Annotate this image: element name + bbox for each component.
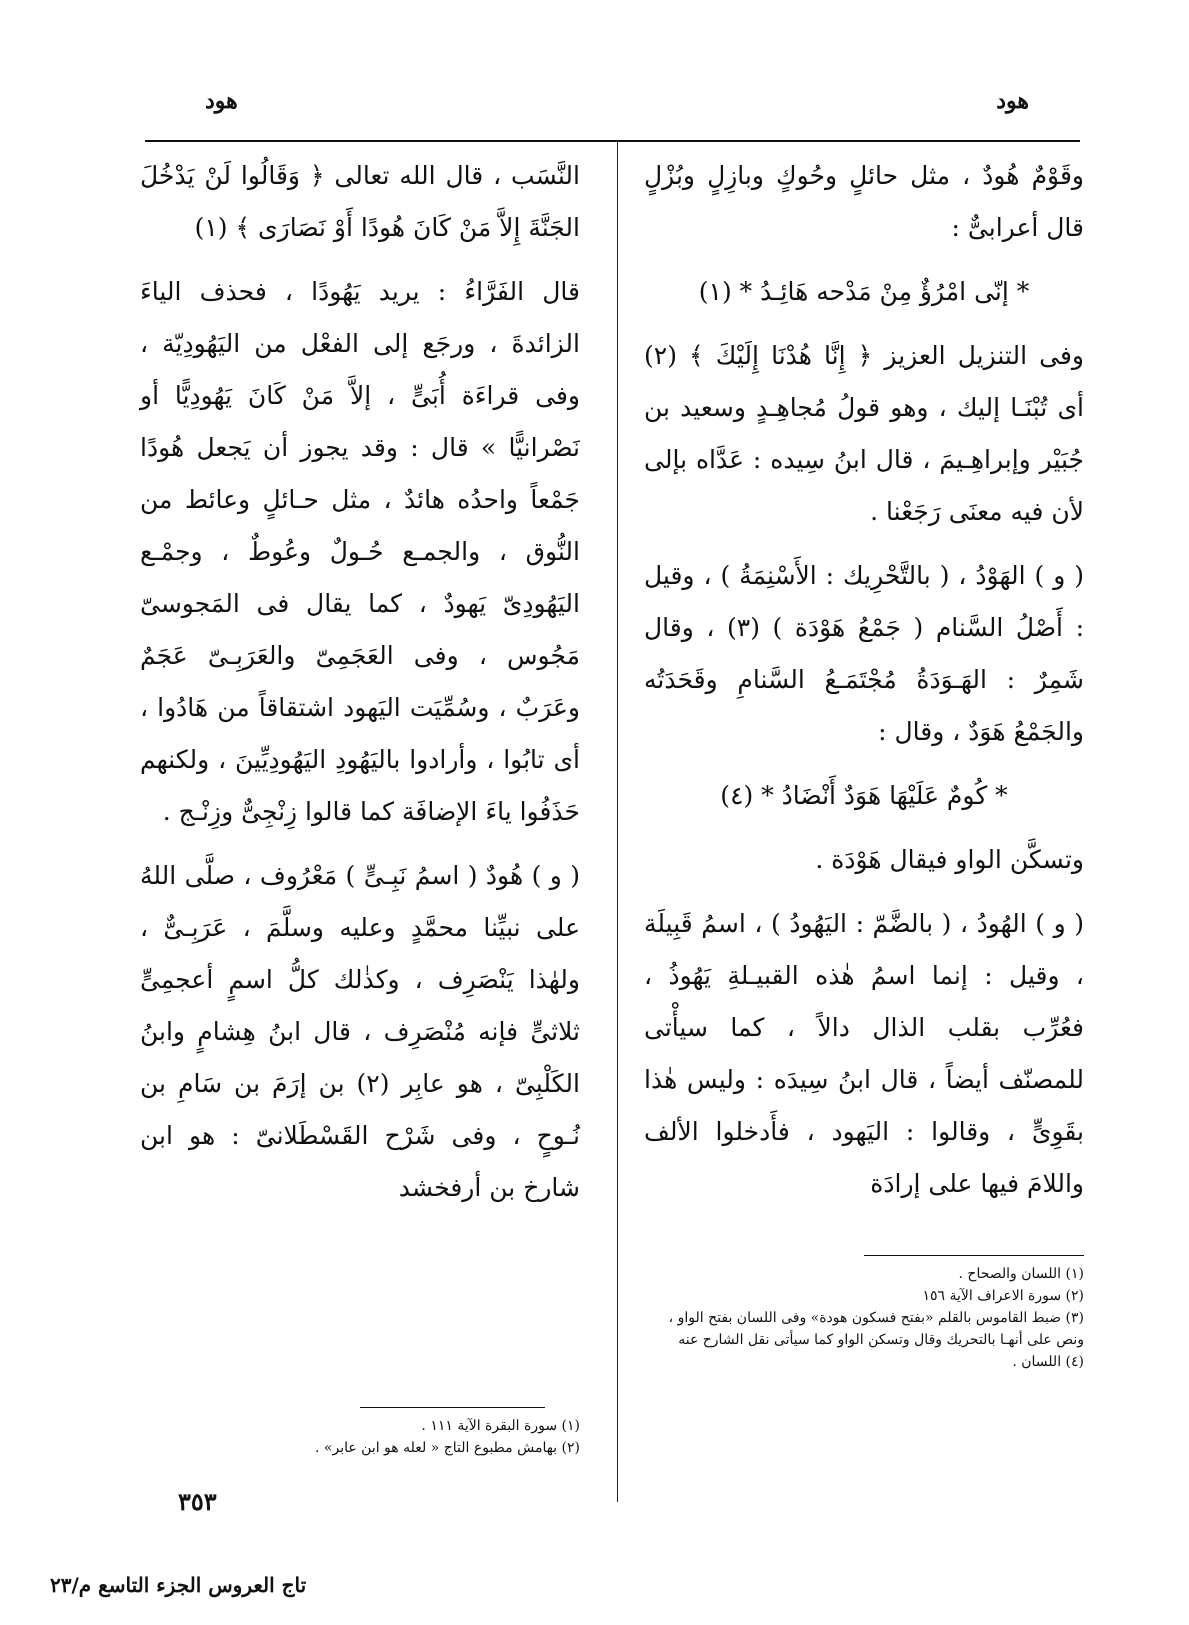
header-rule [145, 140, 1080, 142]
paragraph: وفى التنزيل العزيز ﴿ إِنَّا هُدْنَا إِلَيْكَ ﴾ (٢) أى تُبْنَـا إليك ، وهو قولُ مُجاهِـدٍ وسعيد بن جُبَيْر وإبراهِـيمَ ، قال ابنُ سِيده : عَدَّاه بإلى لأن فيه معنَى رَجَعْنا . [644, 341, 1084, 526]
paragraph: ( و ) الهَوْدُ ، ( بالتَّحْرِيك : الأَسْنِمَةُ ) ، وقيل : أَصْلُ السَّنام ( جَمْعُ هَوْدَة ) (٣) ، وقال شَمِرٌ : الهَـوَدَةُ مُجْتَمَـعُ السَّنامِ وقَحَدَتُه والجَمْعُ هَوَدٌ ، وقال : [644, 561, 1084, 746]
book-signature-footer: تاج العروس الجزء التاسع م/٢٣ [50, 1573, 307, 1597]
footnote: (١) سورة البقرة الآية ١١١ . [421, 1418, 580, 1434]
page-number: ٣٥٣ [178, 1487, 217, 1516]
right-column [644, 150, 1084, 1222]
left-column [140, 150, 580, 1226]
column-separator [617, 142, 618, 1502]
footnote: (٣) ضبط القاموس بالقلم «بفتح فسكون هودة» وفى اللسان بفتح الواو ، ونص على أنهـا بالتحريك وقال وتسكن الواو كما سيأتى نقل الشارح عنه [668, 1310, 1084, 1348]
footnote: (٢) سورة الاعراف الآية ١٥٦ [922, 1288, 1084, 1304]
verse-line: * كُومٌ عَلَيْهَا هَوَدٌ أَنْضَادُ * (٤) [720, 781, 1008, 810]
footnote: (١) اللسان والصحاح . [958, 1266, 1084, 1282]
paragraph: قال الفَرَّاءُ : يريد يَهُودًا ، فحذف الياءَ الزائدةَ ، ورجَع إلى الفعْل من اليَهُودِيّة ، وفى قراءَة أُبَىٍّ ، إلاَّ مَنْ كَانَ يَهُودِيًّا أو نَصْرانيًّا » قال : وقد يجوز أن يَجعل هُودًا جَمْعاً واحدُه هائدٌ ، مثل حـائلٍ وعائط من النُّوق ، والجمـع حُـولٌ وعُوطٌ ، وجمْـع اليَهُودِىّ يَهودٌ ، كما يقال فى المَجوسىّ مَجُوس ، وفى العَجَمِىّ والعَرَبِـىّ عَجَمٌ وعَرَبٌ ، وسُمِّيَت اليَهود اشتقاقاً من هَادُوا ، أى تابُوا ، وأرادوا باليَهُودِ اليَهُودِيِّينَ ، ولكنهم حَذَفُوا ياءَ الإضافَة كما قالوا زِنْجِىٌّ وزِنْـج . [140, 277, 580, 826]
footnote-rule-right [864, 1255, 1084, 1256]
verse-line: * إنّى امْرُؤٌ مِنْ مَدْحه هَائِـدُ * (١) [698, 277, 1030, 306]
paragraph: ( و ) الهُودُ ، ( بالضَّمّ : اليَهُودُ ) ، اسمُ قَبِيلَة ، وقيل : إنما اسمُ هٰذه القبيـلةِ يَهُوذُ ، فعُرِّب بقلب الذال دالاً ، كما سيأْتى للمصنّف أيضاً ، قال ابنُ سِيدَه : وليس هٰذا بقَوِىٍّ ، وقالوا : اليَهود ، فأَدخلوا الألف واللامَ فيها على إرادَة [644, 909, 1084, 1198]
paragraph: وتسكَّن الواو فيقال هَوْدَة . [815, 845, 1084, 874]
footnote: (٢) بهامش مطبوع التاج « لعله هو ابن عابر» . [315, 1440, 580, 1456]
footnote: (٤) اللسان . [1012, 1354, 1084, 1370]
footnotes-right [654, 1263, 1084, 1373]
paragraph: النَّسَب ، قال الله تعالى ﴿ وَقَالُوا لَنْ يَدْخُلَ الجَنَّةَ إِلاَّ مَنْ كَانَ هُودًا أَوْ نَصَارَى ﴾ (١) [140, 161, 580, 242]
paragraph: وقَوْمٌ هُودٌ ، مثل حائلٍ وحُوكٍ وبازِلٍ وبُزْلٍ قال أعرابىٌّ : [644, 161, 1084, 242]
paragraph: ( و ) هُودٌ ( اسمُ نَبِـىٍّ ) مَعْرُوف ، صلَّى اللهُ على نبيِّنا محمَّدٍ وعليه وسلَّمَ ، عَرَبِـىٌّ ، ولهٰذا يَنْصَرِف ، وكذٰلك كلُّ اسمٍ أعجمِىٍّ ثلاثىٍّ فإنه مُنْصَرِف ، قال ابنُ هِشامٍ وابنُ الكَلْبِىّ ، هو عابِر (٢) بن إرَمَ بن سَامِ بن نُـوحٍ ، وفى شَرْح القَسْطَلانىّ : هو ابن شارخ بن أرفخشد [140, 861, 580, 1202]
running-header-right: هود [996, 88, 1029, 114]
footnotes-left [140, 1415, 580, 1459]
running-header-left: هود [205, 88, 238, 114]
footnote-rule-left [360, 1407, 545, 1408]
